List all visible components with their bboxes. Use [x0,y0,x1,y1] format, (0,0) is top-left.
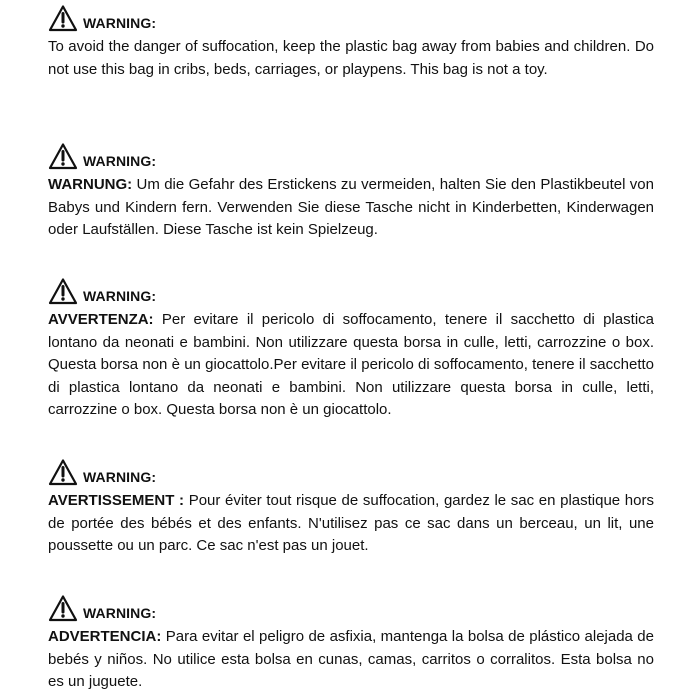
warning-lead-label: ADVERTENCIA: [48,628,162,645]
warning-heading: WARNING: [83,605,157,621]
warning-text [48,490,654,558]
warning-heading: WARNING: [83,15,157,31]
warning-text [48,36,654,81]
warning-text [48,309,654,422]
warning-heading-row [48,140,654,170]
warning-triangle-icon [48,594,78,622]
warning-section-french [48,456,654,558]
warning-heading: WARNING: [83,288,157,304]
warning-section-italian [48,275,654,422]
warning-heading-row [48,456,654,486]
warning-body-text: Para evitar el peligro de asfixia, mantenga la bolsa de plástico alejada de bebés y niños. No utilice esta bolsa en cunas, camas, carritos o corralitos. Esta bolsa no es un juguete. [48,628,654,691]
warning-triangle-icon [48,277,78,305]
warning-triangle-icon [48,4,78,32]
warning-heading: WARNING: [83,153,157,169]
warning-text [48,174,654,242]
warning-heading-row [48,592,654,622]
warning-heading: WARNING: [83,469,157,485]
warning-heading-row [48,2,654,32]
warning-heading-row [48,275,654,305]
warning-body-text: Pour éviter tout risque de suffocation, gardez le sac en plastique hors de portée des bébés et des enfants. N'utilisez pas ce sac dans un berceau, un lit, une poussette ou un parc. Ce sac n'est pas un jouet. [48,492,654,555]
warning-lead-label: AVVERTENZA: [48,311,154,328]
warning-text [48,626,654,694]
warning-section-english [48,2,654,81]
warning-body-text: Um die Gefahr des Erstickens zu vermeiden, halten Sie den Plastikbeutel von Babys und Kindern fern. Verwenden Sie diese Tasche nicht in Kinderbetten, Kinderwagen oder Laufställen. Diese Tasche ist kein Spielzeug. [48,176,654,239]
warning-section-spanish [48,592,654,694]
warning-lead-label: WARNUNG: [48,176,133,193]
warning-triangle-icon [48,142,78,170]
warning-body-text: To avoid the danger of suffocation, keep the plastic bag away from babies and children. Do not use this bag in cribs, beds, carriages, or playpens. This bag is not a toy. [48,38,654,78]
warning-body-text: Per evitare il pericolo di soffocamento, tenere il sacchetto di plastica lontano da neonati e bambini. Non utilizzare questa borsa in culle, letti, carrozzine o box. Questa borsa non è un giocattolo.Per evitare il pericolo di soffocamento, tenere il sacchetto di plastica lontano da neonati e bambini. Non utilizzare questa borsa in culle, letti, carrozzine o box. Questa borsa non è un giocattolo. [48,311,654,419]
warning-section-german [48,140,654,242]
warning-lead-label: AVERTISSEMENT : [48,492,185,509]
warning-triangle-icon [48,458,78,486]
